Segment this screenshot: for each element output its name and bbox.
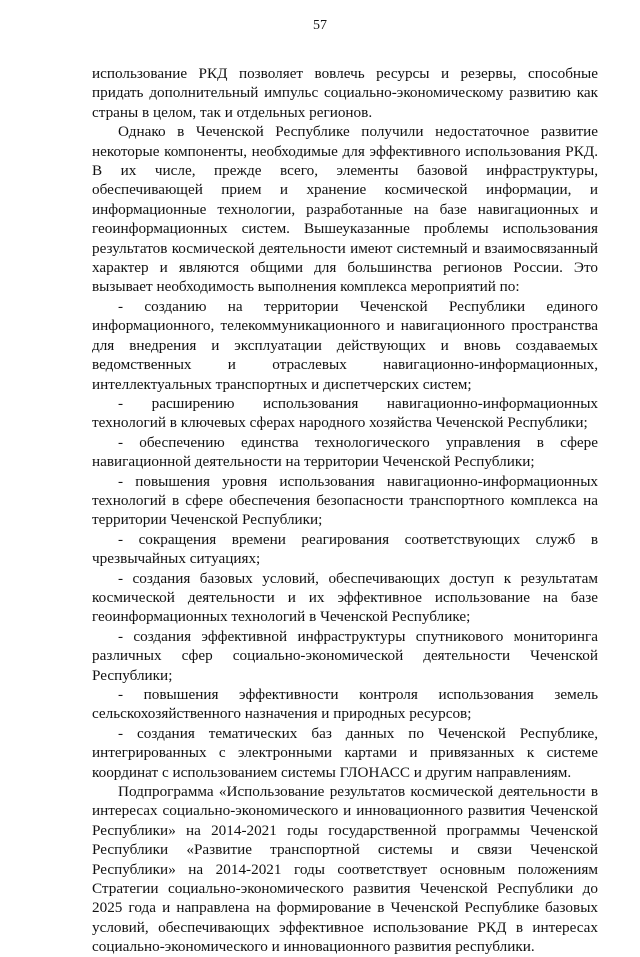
list-item: - создания эффективной инфраструктуры спутникового мониторинга различных сфер социально-экономической деятельности Чеченской Республики; xyxy=(92,627,598,684)
list-item: - обеспечению единства технологического управления в сфере навигационной деятельности на территории Чеченской Республики; xyxy=(92,433,598,471)
paragraph-subprogram: Подпрограмма «Использование результатов космической деятельности в интересах социально-экономического и инновационного развития Чеченской Республики» на 2014-2021 годы государственной программы Чеченской Республики «Развитие транспортной системы и связи Чеченской Республики» на 2014-2021 годы соответствует основным положениям Стратегии социально-экономического развития Чеченской Республики до 2025 года и направлена на формирование в Чеченской Республике базовых условий, обеспечивающих эффективное использование РКД в интересах социально-экономического и инновационного развития республики. xyxy=(92,783,598,956)
paragraph-intro: использование РКД позволяет вовлечь ресурсы и резервы, способные придать дополнительный импульс социально-экономическому развитию как страны в целом, так и отдельных регионов. xyxy=(92,65,598,121)
list-item: - созданию на территории Чеченской Республики единого информационного, телекоммуникационного и навигационного пространства для внедрения и эксплуатации действующих и вновь создаваемых ведомственных и отраслевых навигационно-информационных, интеллектуальных транспортных и диспетчерских систем; xyxy=(92,297,598,393)
document-body xyxy=(92,64,598,957)
list-item: - сокращения времени реагирования соответствующих служб в чрезвычайных ситуациях; xyxy=(92,530,598,568)
list-item: - создания тематических баз данных по Чеченской Республике, интегрированных с электронными картами и привязанных к системе координат с использованием системы ГЛОНАСС и другим направлениям. xyxy=(92,724,598,781)
page-number: 57 xyxy=(313,18,327,33)
list-item: - расширению использования навигационно-информационных технологий в ключевых сферах народного хозяйства Чеченской Республики; xyxy=(92,394,598,432)
list-item: - повышения уровня использования навигационно-информационных технологий в сфере обеспечения безопасности транспортного комплекса на территории Чеченской Республики; xyxy=(92,472,598,529)
list-item: - создания базовых условий, обеспечивающих доступ к результатам космической деятельности и их эффективное использование на базе геоинформационных технологий в Чеченской Республике; xyxy=(92,569,598,626)
list-item: - повышения эффективности контроля использования земель сельскохозяйственного назначения и природных ресурсов; xyxy=(92,686,598,723)
paragraph-problems: Однако в Чеченской Республике получили недостаточное развитие некоторые компоненты, необходимые для эффективного использования РКД. В их числе, прежде всего, элементы базовой инфраструктуры, обеспечивающей прием и хранение космической информации, и информационные технологии, разработанные на базе навигационных и геоинформационных систем. Вышеуказанные проблемы использования результатов космической деятельности имеют системный и взаимосвязанный характер и являются общими для большинства регионов России. Это вызывает необходимость выполнения комплекса мероприятий по: xyxy=(92,123,598,296)
measures-list xyxy=(92,297,598,782)
